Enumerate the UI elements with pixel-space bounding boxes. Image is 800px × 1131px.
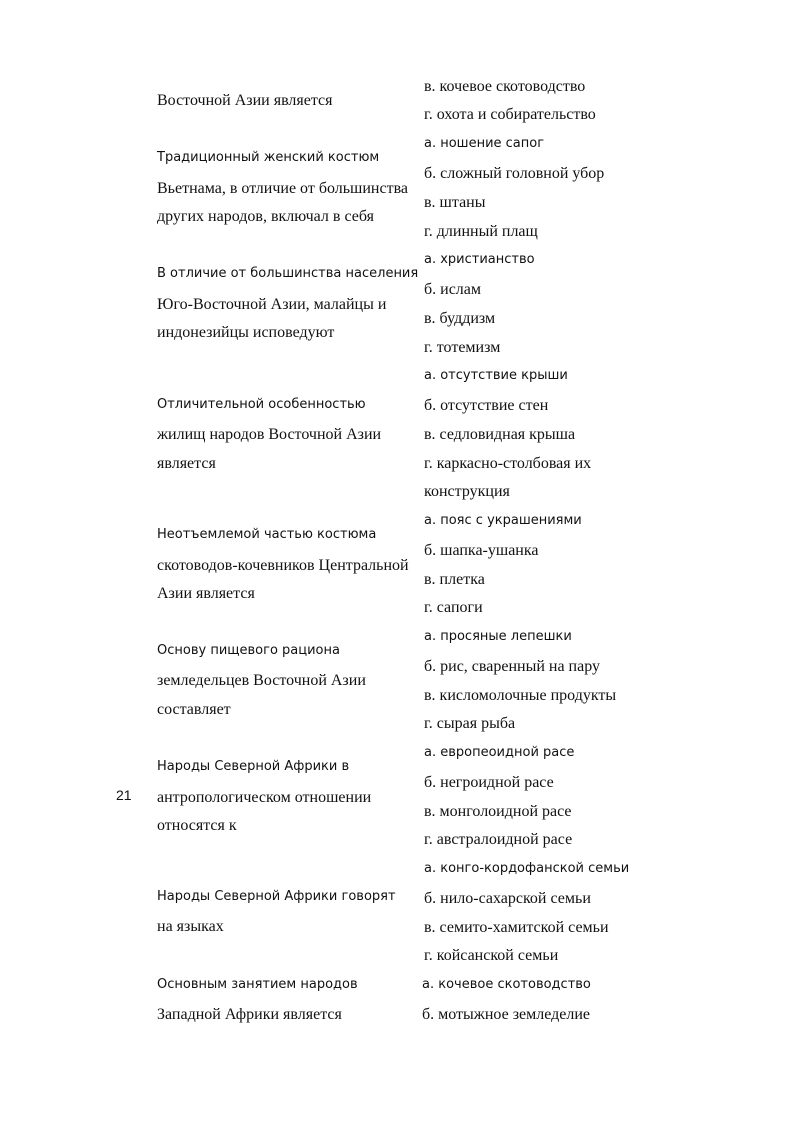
answer-option: г. австралоидной расе	[424, 831, 573, 848]
answer-option: г. длинный плащ	[424, 223, 538, 240]
answer-option: б. негроидной расе	[424, 774, 554, 791]
answer-option: б. ислам	[424, 281, 482, 298]
answer-option: в. седловидная крыша	[424, 426, 576, 443]
question-text-line: Юго-Восточной Азии, малайцы и	[157, 296, 387, 313]
question-text-line: Восточной Азии является	[157, 92, 333, 109]
question-text-line: Отличительной особенностью	[157, 397, 366, 412]
question-text-line: скотоводов-кочевников Центральной	[157, 557, 409, 574]
question-text-line: Народы Северной Африки говорят	[157, 889, 396, 904]
question-text-line: Неотъемлемой частью костюма	[157, 527, 377, 542]
answer-option: в. буддизм	[424, 310, 496, 327]
answer-option: г. тотемизм	[424, 339, 501, 356]
answer-option: г. койсанской семьи	[424, 947, 559, 964]
answer-option: а. просяные лепешки	[424, 629, 572, 644]
question-text-line: земледельцев Восточной Азии	[157, 672, 366, 689]
question-text-line: Основным занятием народов	[157, 977, 358, 992]
answer-option: б. нило-сахарской семьи	[424, 890, 591, 907]
answer-option: г. сапоги	[424, 599, 483, 616]
question-text-line: является	[157, 455, 216, 472]
question-text-line: Западной Африки является	[157, 1006, 342, 1023]
answer-option: б. шапка-ушанка	[424, 542, 539, 559]
answer-option: а. европеоидной расе	[424, 745, 575, 760]
answer-option: в. кочевое скотоводство	[424, 78, 586, 95]
answer-option: б. сложный головной убор	[424, 165, 605, 182]
answer-option: г. сырая рыба	[424, 715, 516, 732]
question-text-line: на языках	[157, 918, 224, 935]
answer-option: а. отсутствие крыши	[424, 368, 568, 383]
answer-option: а. христианство	[424, 252, 535, 267]
answer-option: г. охота и собирательство	[424, 106, 596, 123]
answer-option: г. каркасно-столбовая их	[424, 455, 592, 472]
question-text-line: жилищ народов Восточной Азии	[157, 426, 382, 443]
question-text-line: относятся к	[157, 817, 237, 834]
answer-option: в. плетка	[424, 571, 485, 588]
answer-option: в. семито-хамитской семьи	[424, 919, 609, 936]
answer-option: конструкция	[424, 483, 510, 500]
question-text-line: Народы Северной Африки в	[157, 759, 350, 774]
question-text-line: индонезийцы исповедуют	[157, 324, 335, 341]
answer-option: в. монголоидной расе	[424, 803, 572, 820]
line-number: 21	[116, 787, 132, 803]
answer-option: а. пояс с украшениями	[424, 513, 582, 528]
question-text-line: Основу пищевого рациона	[157, 643, 340, 658]
question-text-line: других народов, включал в себя	[157, 208, 374, 225]
question-text-line: составляет	[157, 701, 231, 718]
question-text-line: В отличие от большинства населения	[157, 266, 419, 281]
question-text-line: Азии является	[157, 585, 255, 602]
answer-option: а. конго-кордофанской семьи	[424, 861, 630, 876]
answer-option: в. кисломолочные продукты	[424, 687, 617, 704]
answer-option: б. рис, сваренный на пару	[424, 658, 601, 675]
answer-option: а. кочевое скотоводство	[422, 977, 591, 992]
answer-option: в. штаны	[424, 194, 486, 211]
question-text-line: Вьетнама, в отличие от большинства	[157, 180, 409, 197]
answer-option: б. мотыжное земледелие	[422, 1006, 591, 1023]
answer-option: а. ношение сапог	[424, 136, 545, 151]
question-text-line: антропологическом отношении	[157, 789, 372, 806]
answer-option: б. отсутствие стен	[424, 397, 549, 414]
question-text-line: Традиционный женский костюм	[157, 150, 380, 165]
